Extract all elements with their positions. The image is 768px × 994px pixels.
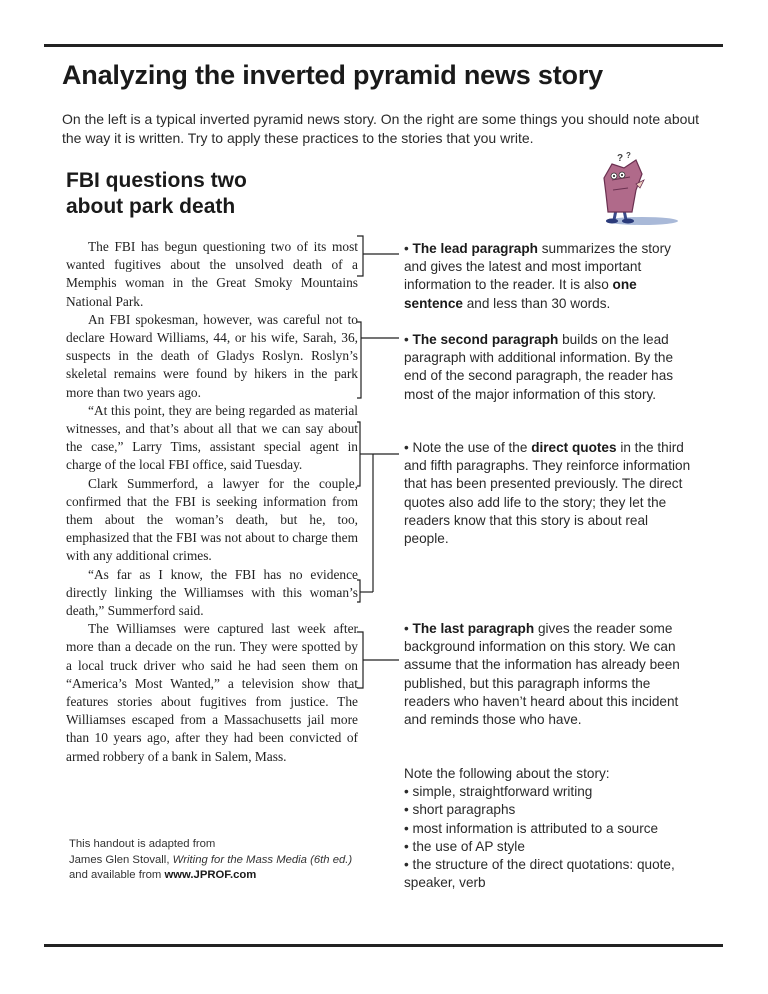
credit-author: James Glen Stovall, xyxy=(69,853,173,866)
page-title: Analyzing the inverted pyramid news story xyxy=(62,60,603,90)
bottom-rule xyxy=(44,944,723,947)
story-paragraph-5: “As far as I know, the FBI has no evidence directly linking the Williamses with this woman’s death,” Summerford said. xyxy=(66,566,358,619)
summary-item: • the structure of the direct quotations: quote, speaker, verb xyxy=(404,857,675,891)
summary-item: • simple, straightforward writing xyxy=(404,784,593,800)
note-last-text: gives the reader some background information on this story. We can assume that the information has already been published, but this paragraph informs the readers who haven’t heard about this incident and reminds those who have. xyxy=(404,621,680,728)
source-credit xyxy=(69,837,399,884)
story-paragraph-1: The FBI has begun questioning two of its most wanted fugitives about the unsolved death of a Memphis woman in the Great Smoky Mountains National Park. xyxy=(66,239,358,309)
news-story xyxy=(66,238,358,766)
note-bullet: • xyxy=(404,332,413,347)
paragraph-brackets xyxy=(355,230,405,690)
story-summary xyxy=(404,765,704,892)
note-lead-label: The lead paragraph xyxy=(412,241,538,256)
summary-heading: Note the following about the story: xyxy=(404,766,610,781)
note-bullet: • xyxy=(404,621,413,636)
note-lead-text-2: and less than 30 words. xyxy=(462,295,611,311)
note-lead-emphasis: one sentence xyxy=(404,277,637,311)
note-lead-paragraph xyxy=(404,240,694,313)
story-paragraph-2: An FBI spokesman, however, was careful not to declare Howard Williams, 44, or his wife, Sarah, 36, suspects in the death of Gladys Roslyn. Roslyn’s skeletal remains were found by hikers in the park more than two years ago. xyxy=(66,311,358,400)
story-paragraph-3: “At this point, they are being regarded as material witnesses, and that’s about all that we can say about the case,” Larry Tims, assistant special agent in charge of the local FBI office, said Tuesday. xyxy=(66,402,358,473)
note-quotes-label: direct quotes xyxy=(531,440,617,455)
story-headline-line-2: about park death xyxy=(66,195,236,218)
thinking-figure-icon xyxy=(590,150,680,230)
svg-text:?: ? xyxy=(626,151,631,160)
credit-availability: and available from xyxy=(69,869,165,881)
note-second-text: builds on the lead paragraph with additional information. By the end of the second paragraph, the reader has most of the major information of this story. xyxy=(404,332,674,402)
note-lead-text-1: summarizes the story and gives the latest and most important information to the reader. It is also xyxy=(404,241,671,293)
credit-website-link[interactable]: www.JPROF.com xyxy=(164,869,257,881)
svg-text:?: ? xyxy=(617,153,624,164)
note-last-paragraph xyxy=(404,620,694,729)
note-quotes-prefix: • Note the use of the xyxy=(404,440,532,455)
credit-line-1: This handout is adapted from xyxy=(69,838,216,850)
credit-book-title: Writing for the Mass Media (6th ed.) xyxy=(172,853,353,866)
note-bullet: • xyxy=(404,241,413,256)
story-headline xyxy=(66,168,296,220)
top-rule xyxy=(44,44,723,47)
summary-list xyxy=(404,783,704,892)
credit-line-3 xyxy=(69,868,399,884)
credit-line-2 xyxy=(69,853,399,869)
note-second-label: The second paragraph xyxy=(412,332,559,347)
story-headline-line-1: FBI questions two xyxy=(66,169,247,192)
note-quotes-text: in the third and fifth paragraphs. They reinforce information that has been presented previously. The direct quotes also add life to the story; they let the readers know that this story is about real people. xyxy=(404,440,691,547)
intro-text: On the left is a typical inverted pyramid news story. On the right are some things you should note about the way it is written. Try to apply these practices to the stories that you write. xyxy=(62,111,700,146)
summary-item: • most information is attributed to a source xyxy=(404,820,659,836)
summary-item: • short paragraphs xyxy=(404,802,516,818)
story-paragraph-4: Clark Summerford, a lawyer for the couple, confirmed that the FBI is seeking information from them about the woman’s death, but he, too, emphasized that the FBI was not about to charge them with any additional crimes. xyxy=(66,475,358,564)
note-direct-quotes xyxy=(404,439,694,548)
summary-item: • the use of AP style xyxy=(404,838,525,854)
note-last-label: The last paragraph xyxy=(412,621,535,636)
story-paragraph-6: The Williamses were captured last week after more than a decade on the run. They were spotted by a local truck driver who said he had seen them on “America’s Most Wanted,” a television show that features stories about fugitives from justice. The Williamses escaped from a Massachusetts jail more than 10 years ago, after they had been convicted of armed robbery of a bank in Salem, Mass. xyxy=(66,621,358,764)
note-second-paragraph xyxy=(404,331,694,404)
